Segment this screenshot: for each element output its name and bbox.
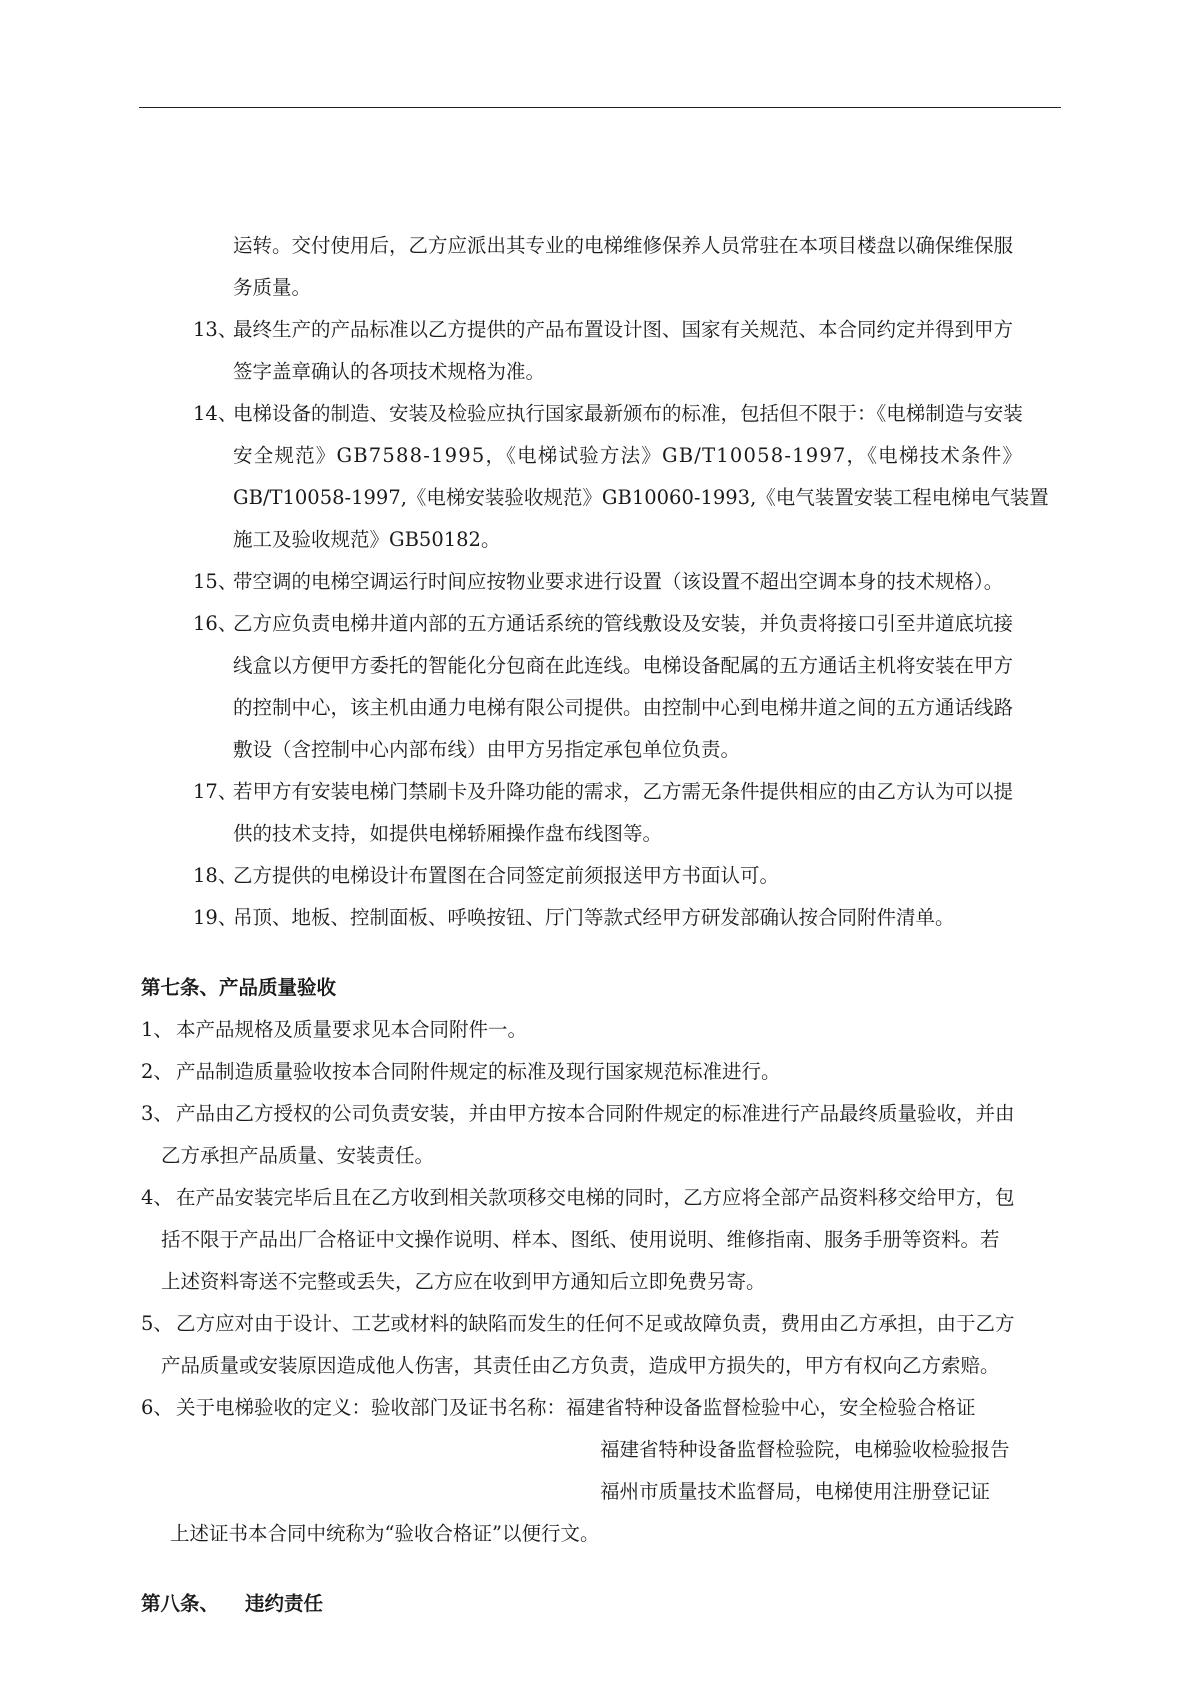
text: 乙方提供的电梯设计布置图在合同签定前须报送甲方书面认可。 [233, 864, 780, 887]
list-item-16 [193, 611, 1013, 637]
text: 吊顶、地板、控制面板、呼唤按钮、厅门等款式经甲方研发部确认按合同附件清单。 [233, 906, 955, 929]
list-item-14 [193, 401, 1023, 427]
paragraph-line: 线盒以方便甲方委托的智能化分包商在此连线。电梯设备配属的五方通话主机将安装在甲方 [233, 654, 1014, 677]
list-number: 6、 [141, 1396, 173, 1419]
list-number: 1、 [141, 1018, 173, 1041]
list-number: 5、 [141, 1312, 173, 1335]
section-number: 第八条、 [141, 1592, 220, 1615]
paragraph-line: 括不限于产品出厂合格证中文操作说明、样本、图纸、使用说明、维修指南、服务手册等资料。若 [161, 1228, 1000, 1251]
list-number: 15、 [193, 570, 238, 593]
list-number: 17、 [193, 780, 238, 803]
text: 在产品安装完毕后且在乙方收到相关款项移交电梯的同时，乙方应将全部产品资料移交给甲方，包 [176, 1186, 1015, 1209]
list-item-6 [141, 1395, 976, 1421]
paragraph-line: 产品质量或安装原因造成他人伤害，其责任由乙方负责，造成甲方损失的，甲方有权向乙方索赔。 [161, 1354, 1000, 1377]
list-item-13 [193, 317, 1091, 343]
closing-note: 上述证书本合同中统称为“验收合格证”以便行文。 [170, 1522, 600, 1545]
list-item-1 [141, 1017, 527, 1043]
paragraph-line: 上述资料寄送不完整或丢失，乙方应在收到甲方通知后立即免费另寄。 [161, 1270, 766, 1293]
text: 产品由乙方授权的公司负责安装，并由甲方按本合同附件规定的标准进行产品最终质量验收，并由 [176, 1102, 1015, 1125]
list-number: 4、 [141, 1186, 173, 1209]
paragraph-line: 务质量。 [233, 276, 312, 299]
section-title: 违约责任 [245, 1592, 324, 1615]
section-heading: 第七条、产品质量验收 [141, 976, 337, 999]
text: 本产品规格及质量要求见本合同附件一。 [176, 1018, 528, 1041]
header-rule [139, 107, 1061, 108]
paragraph-line: 的控制中心，该主机由通力电梯有限公司提供。由控制中心到电梯井道之间的五方通话线路 [233, 696, 1014, 719]
text: 乙方应对由于设计、工艺或材料的缺陷而发生的任何不足或故障负责，费用由乙方承担，由于乙方 [176, 1312, 1015, 1335]
paragraph-line: 安全规范》GB7588-1995，《电梯试验方法》GB/T10058-1997，《电梯技术条件》 [233, 444, 1024, 467]
section-heading [141, 1591, 323, 1617]
list-number: 2、 [141, 1060, 173, 1083]
text: 乙方应负责电梯井道内部的五方通话系统的管线敷设及安装，并负责将接口引至井道底坑接 [233, 612, 1014, 635]
paragraph-line: GB/T10058-1997,《电梯安装验收规范》GB10060-1993,《电气装置安装工程电梯电气装置 [233, 486, 1049, 509]
list-item-18 [193, 863, 779, 889]
list-number: 3、 [141, 1102, 173, 1125]
list-item-15 [193, 569, 1003, 595]
paragraph-line: 供的技术支持，如提供电梯轿厢操作盘布线图等。 [233, 822, 663, 845]
text: 关于电梯验收的定义：验收部门及证书名称：福建省特种设备监督检验中心，安全检验合格证 [176, 1396, 976, 1419]
paragraph-line: 福州市质量技术监督局，电梯使用注册登记证 [600, 1480, 991, 1503]
list-number: 13、 [193, 318, 238, 341]
text: 运转。交付使用后，乙方应派出其专业的电梯维修保养人员常驻在本项目楼盘以确保维保服 [233, 234, 1014, 257]
list-item-17 [193, 779, 1013, 805]
paragraph-line: 福建省特种设备监督检验院，电梯验收检验报告 [600, 1438, 1010, 1461]
paragraph-line: 敷设（含控制中心内部布线）由甲方另指定承包单位负责。 [233, 738, 741, 761]
text: 带空调的电梯空调运行时间应按物业要求进行设置（该设置不超出空调本身的技术规格）。 [233, 570, 1004, 593]
text: 电梯设备的制造、安装及检验应执行国家最新颁布的标准，包括但不限于：《电梯制造与安装 [233, 402, 1023, 425]
paragraph-line: 签字盖章确认的各项技术规格为准。 [233, 360, 546, 383]
list-item-2 [141, 1059, 781, 1085]
list-item-5 [141, 1311, 1015, 1337]
text: 若甲方有安装电梯门禁刷卡及升降功能的需求，乙方需无条件提供相应的由乙方认为可以提 [233, 780, 1014, 803]
list-item-3 [141, 1101, 1015, 1127]
list-number: 18、 [193, 864, 238, 887]
paragraph-line: 乙方承担产品质量、安装责任。 [161, 1144, 435, 1167]
list-item-19 [193, 905, 955, 931]
list-number: 14、 [193, 402, 238, 425]
list-item-4 [141, 1185, 1015, 1211]
list-number: 16、 [193, 612, 238, 635]
paragraph-line [233, 233, 1091, 259]
paragraph-line: 施工及验收规范》GB50182。 [233, 528, 501, 551]
list-number: 19、 [193, 906, 238, 929]
text: 产品制造质量验收按本合同附件规定的标准及现行国家规范标准进行。 [176, 1060, 781, 1083]
text: 最终生产的产品标准以乙方提供的产品布置设计图、国家有关规范、本合同约定并得到甲方 [233, 318, 1014, 341]
